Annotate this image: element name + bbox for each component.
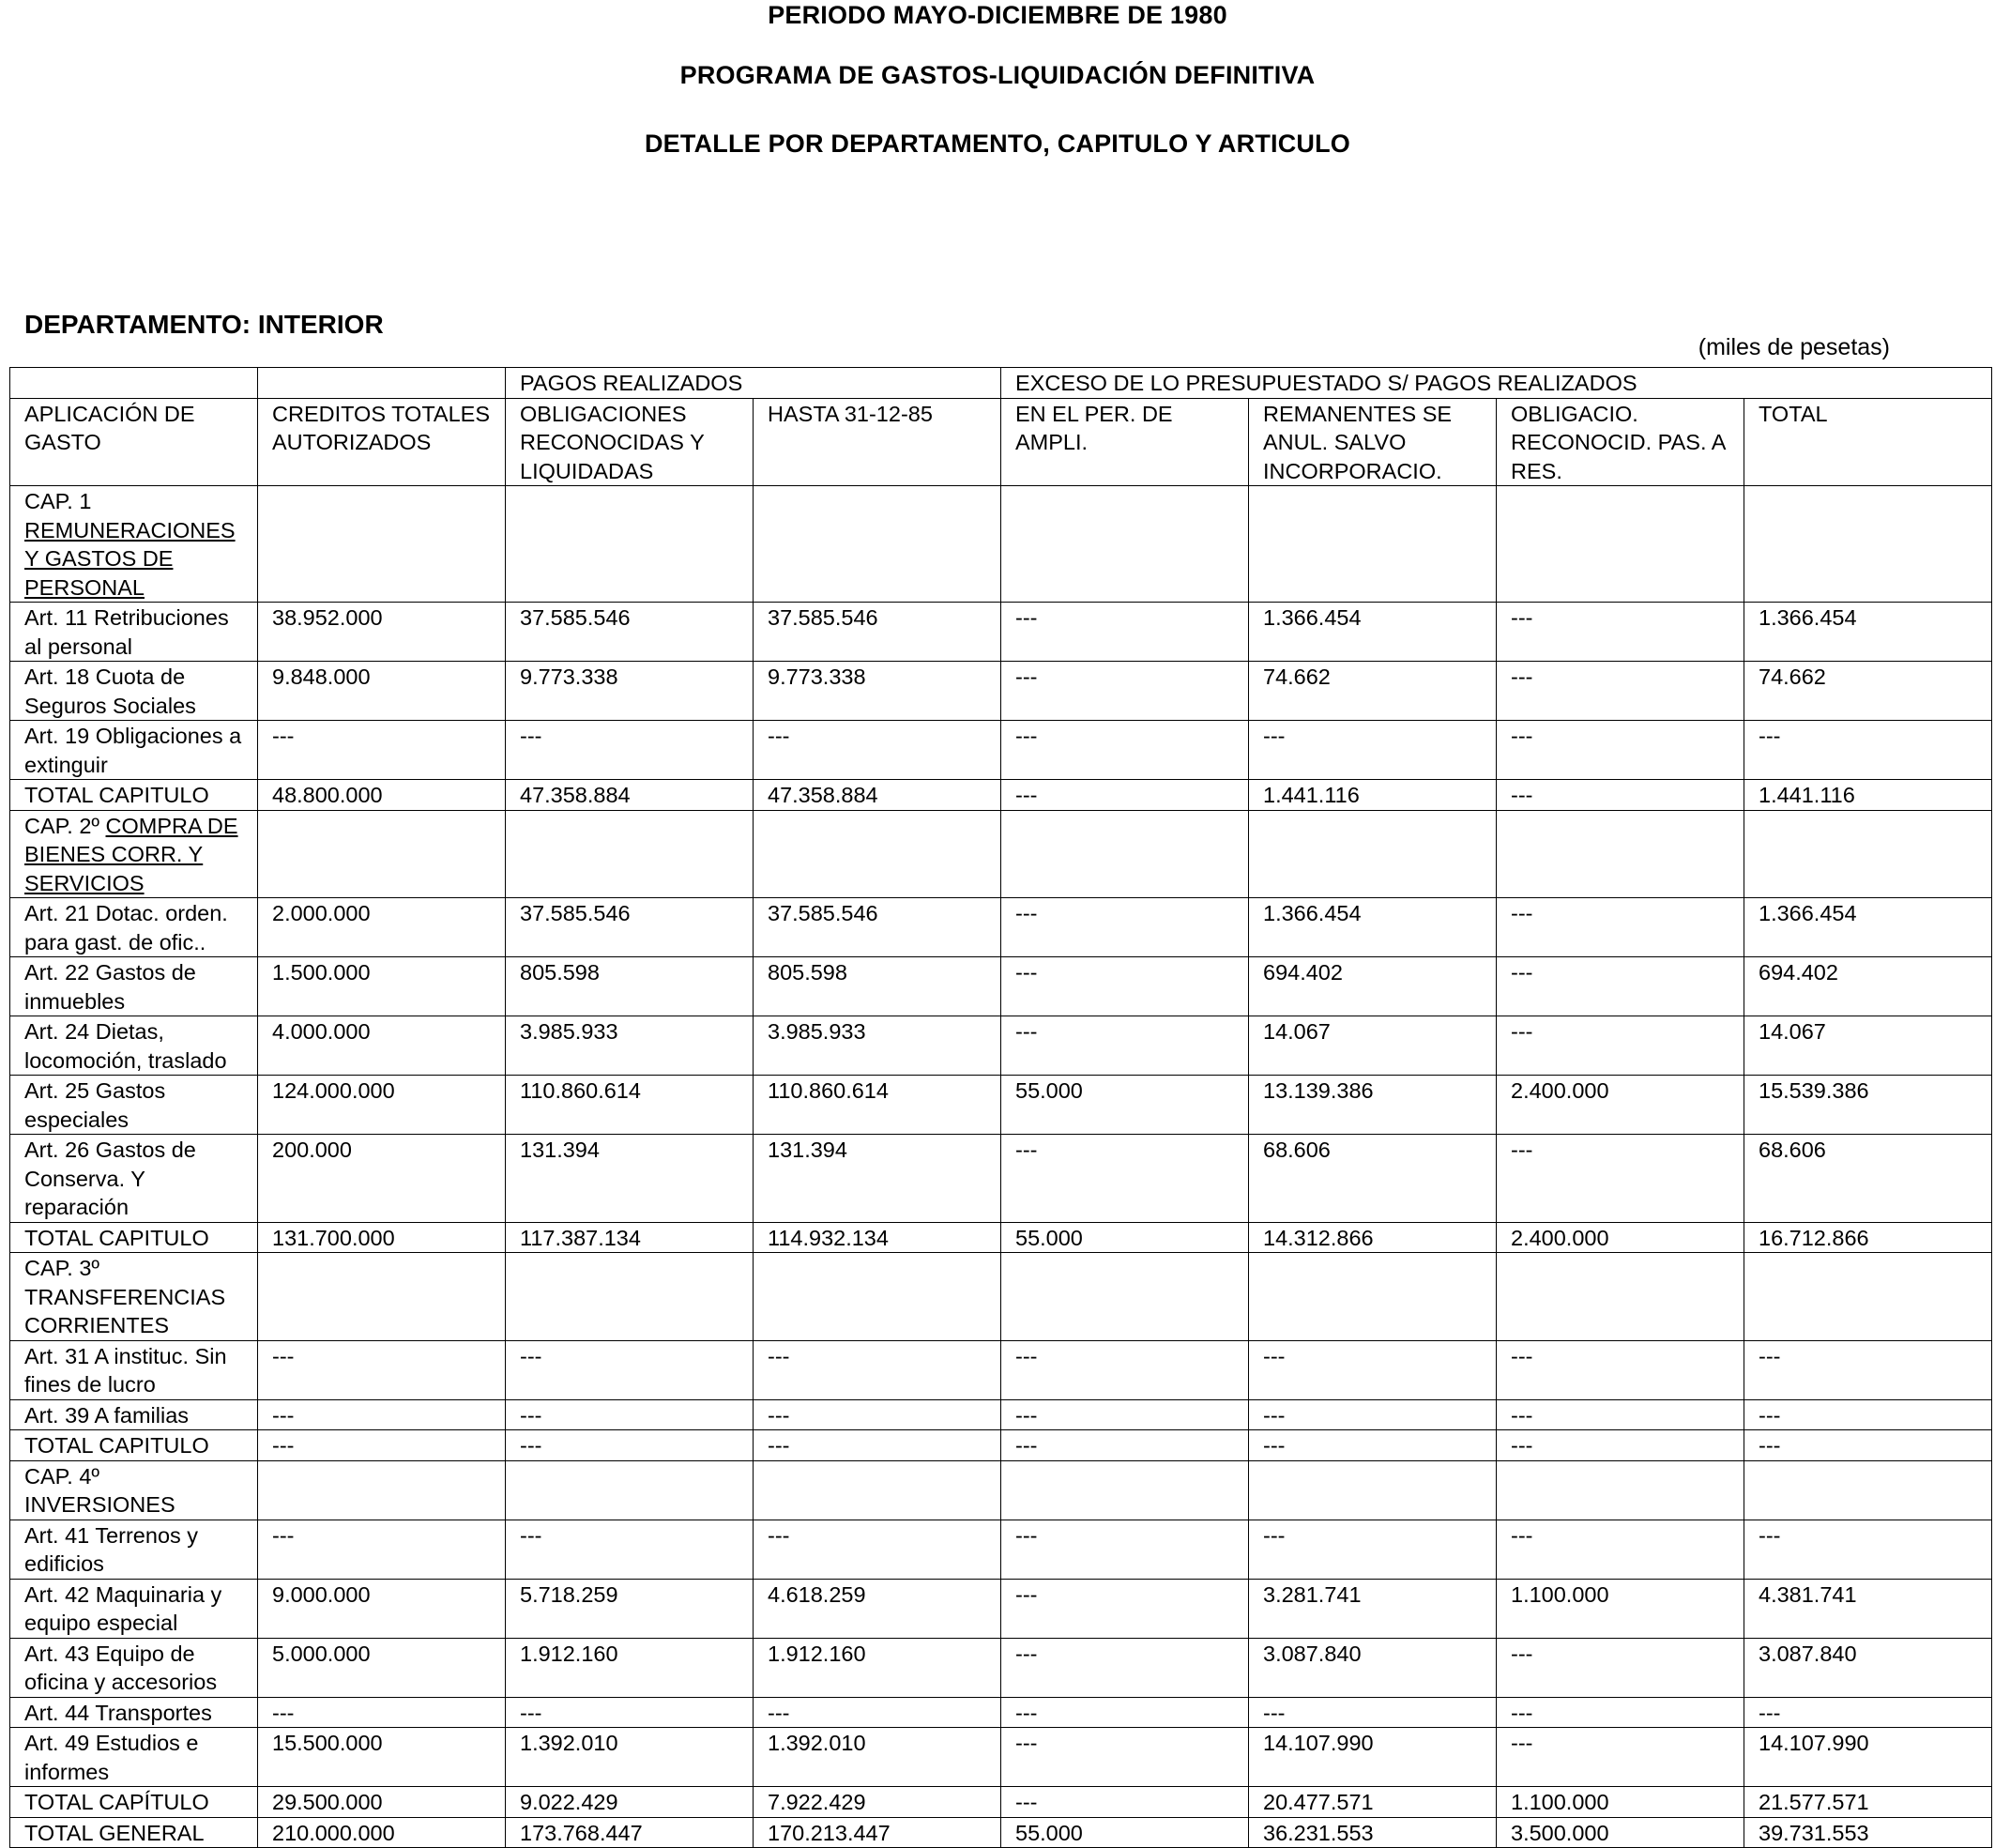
table-cell: --- (1001, 898, 1249, 957)
table-cell: --- (1497, 1430, 1744, 1461)
table-row (10, 957, 1992, 1016)
budget-table (9, 367, 1992, 1848)
table-cell: 55.000 (1001, 1222, 1249, 1253)
table-row (10, 898, 1992, 957)
chapter-prefix: CAP. 2º (24, 813, 106, 838)
table-cell (1497, 1253, 1744, 1341)
table-cell: --- (754, 1520, 1001, 1579)
table-cell: 37.585.546 (506, 898, 754, 957)
table-cell (258, 486, 506, 603)
column-header: APLICACIÓN DE GASTO (10, 398, 258, 486)
table-cell (1001, 1253, 1249, 1341)
table-row (10, 1076, 1992, 1135)
table-cell: --- (1497, 1016, 1744, 1076)
table-cell (1249, 1460, 1497, 1520)
table-cell: --- (1001, 1728, 1249, 1787)
row-label: Art. 11 Retribuciones al personal (10, 603, 258, 662)
table-row (10, 721, 1992, 780)
table-cell (754, 1253, 1001, 1341)
chapter-label (10, 486, 258, 603)
table-cell: --- (258, 1520, 506, 1579)
table-cell: --- (1249, 1697, 1497, 1728)
table-cell: 170.213.447 (754, 1817, 1001, 1848)
table-cell: 3.985.933 (754, 1016, 1001, 1076)
chapter-title: REMUNERACIONES Y GASTOS DE PERSONAL (24, 517, 236, 600)
row-label: Art. 49 Estudios e informes (10, 1728, 258, 1787)
row-label: TOTAL GENERAL (10, 1817, 258, 1848)
table-row (10, 1430, 1992, 1461)
table-cell: 117.387.134 (506, 1222, 754, 1253)
table-cell: 37.585.546 (506, 603, 754, 662)
table-cell (1249, 810, 1497, 898)
row-label: TOTAL CAPITULO (10, 1430, 258, 1461)
table-cell: 3.985.933 (506, 1016, 754, 1076)
column-header: REMANENTES SE ANUL. SALVO INCORPORACIO. (1249, 398, 1497, 486)
table-row (10, 1520, 1992, 1579)
table-cell: 47.358.884 (754, 780, 1001, 811)
chapter-label (10, 1460, 258, 1520)
table-cell: --- (1001, 1399, 1249, 1430)
table-cell: 37.585.546 (754, 603, 1001, 662)
table-cell: --- (1001, 1430, 1249, 1461)
table-cell: 4.618.259 (754, 1579, 1001, 1638)
table-cell: --- (1497, 603, 1744, 662)
row-label: Art. 39 A familias (10, 1399, 258, 1430)
table-cell: 20.477.571 (1249, 1787, 1497, 1818)
table-cell (754, 810, 1001, 898)
column-header: HASTA 31-12-85 (754, 398, 1001, 486)
table-cell: --- (258, 1697, 506, 1728)
table-cell: 38.952.000 (258, 603, 506, 662)
table-cell: 14.107.990 (1744, 1728, 1992, 1787)
chapter-row (10, 810, 1992, 898)
table-cell: --- (258, 1430, 506, 1461)
row-label: Art. 41 Terrenos y edificios (10, 1520, 258, 1579)
table-cell: --- (1001, 603, 1249, 662)
chapter-label (10, 1253, 258, 1341)
table-cell: --- (1001, 780, 1249, 811)
table-cell (506, 486, 754, 603)
row-label: Art. 26 Gastos de Conserva. Y reparación (10, 1135, 258, 1223)
table-cell: 1.366.454 (1249, 898, 1497, 957)
table-cell (1744, 810, 1992, 898)
table-cell: --- (1001, 1135, 1249, 1223)
row-label: Art. 22 Gastos de inmuebles (10, 957, 258, 1016)
table-cell (1744, 486, 1992, 603)
table-cell: 55.000 (1001, 1076, 1249, 1135)
table-cell: 14.312.866 (1249, 1222, 1497, 1253)
table-cell: 48.800.000 (258, 780, 506, 811)
row-label: Art. 31 A instituc. Sin fines de lucro (10, 1340, 258, 1399)
column-header: EN EL PER. DE AMPLI. (1001, 398, 1249, 486)
table-cell: 694.402 (1744, 957, 1992, 1016)
table-cell: --- (1744, 1430, 1992, 1461)
table-cell: 9.000.000 (258, 1579, 506, 1638)
table-cell: 3.281.741 (1249, 1579, 1497, 1638)
row-label: Art. 18 Cuota de Seguros Sociales (10, 662, 258, 721)
column-header: TOTAL (1744, 398, 1992, 486)
chapter-prefix: CAP. 1 (24, 489, 92, 513)
table-cell: 1.100.000 (1497, 1787, 1744, 1818)
table-cell: 1.366.454 (1744, 898, 1992, 957)
table-cell: --- (1497, 662, 1744, 721)
unit-note: (miles de pesetas) (1698, 334, 1890, 360)
table-cell: 1.912.160 (754, 1638, 1001, 1697)
table-cell: 1.392.010 (754, 1728, 1001, 1787)
table-cell: 9.022.429 (506, 1787, 754, 1818)
table-cell (1497, 1460, 1744, 1520)
table-cell: 1.500.000 (258, 957, 506, 1016)
chapter-label (10, 810, 258, 898)
table-row (10, 1222, 1992, 1253)
table-cell: 29.500.000 (258, 1787, 506, 1818)
row-label: Art. 21 Dotac. orden. para gast. de ofic.. (10, 898, 258, 957)
table-row (10, 1399, 1992, 1430)
group-header-exceso: EXCESO DE LO PRESUPUESTADO S/ PAGOS REALIZADOS (1001, 368, 1992, 399)
table-cell: 1.912.160 (506, 1638, 754, 1697)
row-label: Art. 24 Dietas, locomoción, traslado (10, 1016, 258, 1076)
table-cell: 47.358.884 (506, 780, 754, 811)
table-cell: --- (1001, 662, 1249, 721)
table-cell: 3.500.000 (1497, 1817, 1744, 1848)
table-cell: 9.773.338 (506, 662, 754, 721)
table-cell: --- (1249, 1430, 1497, 1461)
table-row (10, 780, 1992, 811)
row-label: TOTAL CAPÍTULO (10, 1787, 258, 1818)
column-header: OBLIGACIONES RECONOCIDAS Y LIQUIDADAS (506, 398, 754, 486)
table-cell: 131.394 (754, 1135, 1001, 1223)
table-cell: 36.231.553 (1249, 1817, 1497, 1848)
table-row (10, 1579, 1992, 1638)
table-cell: --- (258, 1340, 506, 1399)
table-cell: 3.087.840 (1744, 1638, 1992, 1697)
table-cell: 15.539.386 (1744, 1076, 1992, 1135)
table-cell: 805.598 (754, 957, 1001, 1016)
table-cell: --- (1497, 1697, 1744, 1728)
table-cell: 74.662 (1249, 662, 1497, 721)
group-header-row (10, 368, 1992, 399)
table-cell: 68.606 (1249, 1135, 1497, 1223)
table-cell (506, 1460, 754, 1520)
table-cell: --- (1001, 1579, 1249, 1638)
table-cell: --- (1497, 1638, 1744, 1697)
table-cell (1497, 810, 1744, 898)
column-header: CREDITOS TOTALES AUTORIZADOS (258, 398, 506, 486)
table-cell: 14.067 (1249, 1016, 1497, 1076)
table-cell: 21.577.571 (1744, 1787, 1992, 1818)
report-program-title: PROGRAMA DE GASTOS-LIQUIDACIÓN DEFINITIVA (679, 61, 1316, 89)
chapter-title: TRANSFERENCIAS CORRIENTES (24, 1284, 226, 1337)
table-cell: 68.606 (1744, 1135, 1992, 1223)
table-cell: --- (1249, 1399, 1497, 1430)
table-cell: 1.441.116 (1744, 780, 1992, 811)
row-label: TOTAL CAPITULO (10, 1222, 258, 1253)
table-cell: --- (1744, 1520, 1992, 1579)
table-cell (258, 810, 506, 898)
table-cell (258, 1460, 506, 1520)
table-cell: --- (506, 1430, 754, 1461)
row-label: Art. 42 Maquinaria y equipo especial (10, 1579, 258, 1638)
table-cell: 2.000.000 (258, 898, 506, 957)
table-cell: --- (506, 721, 754, 780)
table-cell: --- (506, 1340, 754, 1399)
report-detail-title: DETALLE POR DEPARTAMENTO, CAPITULO Y ARTICULO (644, 130, 1350, 158)
table-row (10, 1016, 1992, 1076)
table-cell: --- (1497, 898, 1744, 957)
table-row (10, 1728, 1992, 1787)
table-row (10, 1135, 1992, 1223)
table-cell: 9.773.338 (754, 662, 1001, 721)
table-cell: 114.932.134 (754, 1222, 1001, 1253)
table-cell: --- (1001, 721, 1249, 780)
table-cell: --- (1001, 1340, 1249, 1399)
table-cell: 7.922.429 (754, 1787, 1001, 1818)
table-cell: --- (1744, 721, 1992, 780)
table-cell: 110.860.614 (754, 1076, 1001, 1135)
table-cell: --- (754, 1430, 1001, 1461)
table-cell: 110.860.614 (506, 1076, 754, 1135)
table-cell (1001, 810, 1249, 898)
row-label: Art. 43 Equipo de oficina y accesorios (10, 1638, 258, 1697)
chapter-title: INVERSIONES (24, 1492, 175, 1517)
table-cell: --- (506, 1520, 754, 1579)
table-cell: 131.394 (506, 1135, 754, 1223)
table-cell: 200.000 (258, 1135, 506, 1223)
table-cell: 14.067 (1744, 1016, 1992, 1076)
table-cell: --- (506, 1399, 754, 1430)
table-cell: --- (1001, 957, 1249, 1016)
table-cell: --- (754, 1340, 1001, 1399)
table-cell: 210.000.000 (258, 1817, 506, 1848)
table-cell: 37.585.546 (754, 898, 1001, 957)
table-cell: --- (1001, 1697, 1249, 1728)
chapter-row (10, 1253, 1992, 1341)
chapter-prefix: CAP. 4º (24, 1463, 100, 1489)
group-header-pagos: PAGOS REALIZADOS (506, 368, 1001, 399)
table-row (10, 1697, 1992, 1728)
department-heading: DEPARTAMENTO: INTERIOR (24, 310, 384, 339)
chapter-row (10, 486, 1992, 603)
table-cell: --- (1497, 1135, 1744, 1223)
row-label: Art. 25 Gastos especiales (10, 1076, 258, 1135)
table-cell: --- (1249, 721, 1497, 780)
table-cell: --- (1744, 1399, 1992, 1430)
table-cell: 16.712.866 (1744, 1222, 1992, 1253)
table-cell: --- (1001, 1016, 1249, 1076)
column-header: OBLIGACIO. RECONOCID. PAS. A RES. (1497, 398, 1744, 486)
table-cell: 15.500.000 (258, 1728, 506, 1787)
table-cell: 173.768.447 (506, 1817, 754, 1848)
chapter-title: COMPRA DE BIENES CORR. Y SERVICIOS (24, 813, 238, 895)
table-row (10, 1787, 1992, 1818)
table-cell: 5.000.000 (258, 1638, 506, 1697)
table-cell (506, 1253, 754, 1341)
table-cell: --- (1497, 721, 1744, 780)
table-cell: --- (1001, 1787, 1249, 1818)
table-row (10, 603, 1992, 662)
table-cell: --- (1001, 1520, 1249, 1579)
table-cell: 55.000 (1001, 1817, 1249, 1848)
table-cell: 13.139.386 (1249, 1076, 1497, 1135)
table-cell (754, 1460, 1001, 1520)
table-cell: 74.662 (1744, 662, 1992, 721)
column-header-row (10, 398, 1992, 486)
table-cell (1497, 486, 1744, 603)
table-cell: --- (1744, 1697, 1992, 1728)
table-row (10, 662, 1992, 721)
table-cell: 2.400.000 (1497, 1222, 1744, 1253)
row-label: TOTAL CAPITULO (10, 780, 258, 811)
table-cell (1001, 1460, 1249, 1520)
table-row (10, 1638, 1992, 1697)
table-cell: 4.000.000 (258, 1016, 506, 1076)
table-cell (1249, 1253, 1497, 1341)
table-cell: 1.392.010 (506, 1728, 754, 1787)
table-cell: --- (1249, 1340, 1497, 1399)
chapter-row (10, 1460, 1992, 1520)
group-header-empty (258, 368, 506, 399)
table-cell: 1.366.454 (1744, 603, 1992, 662)
table-cell: --- (754, 1399, 1001, 1430)
table-cell: 805.598 (506, 957, 754, 1016)
table-cell: --- (754, 721, 1001, 780)
table-cell: --- (1497, 1728, 1744, 1787)
row-label: Art. 44 Transportes (10, 1697, 258, 1728)
table-cell: --- (506, 1697, 754, 1728)
table-cell (754, 486, 1001, 603)
table-row (10, 1817, 1992, 1848)
table-cell (258, 1253, 506, 1341)
table-cell: 124.000.000 (258, 1076, 506, 1135)
table-cell: 5.718.259 (506, 1579, 754, 1638)
table-cell: 2.400.000 (1497, 1076, 1744, 1135)
table-cell: --- (1497, 957, 1744, 1016)
table-cell: 131.700.000 (258, 1222, 506, 1253)
group-header-empty (10, 368, 258, 399)
table-cell: --- (754, 1697, 1001, 1728)
table-cell: --- (258, 1399, 506, 1430)
table-cell: 3.087.840 (1249, 1638, 1497, 1697)
table-cell: --- (1001, 1638, 1249, 1697)
table-cell: --- (258, 721, 506, 780)
table-cell: 1.441.116 (1249, 780, 1497, 811)
table-cell: --- (1497, 1399, 1744, 1430)
table-cell (1249, 486, 1497, 603)
table-cell: --- (1497, 1340, 1744, 1399)
table-cell: 1.366.454 (1249, 603, 1497, 662)
table-cell (1744, 1460, 1992, 1520)
table-body (10, 486, 1992, 1848)
table-cell: 14.107.990 (1249, 1728, 1497, 1787)
table-cell: --- (1497, 780, 1744, 811)
table-cell: 694.402 (1249, 957, 1497, 1016)
chapter-prefix: CAP. 3º (24, 1256, 100, 1280)
table-row (10, 1340, 1992, 1399)
table-cell: --- (1249, 1520, 1497, 1579)
table-cell (1001, 486, 1249, 603)
table-cell: --- (1497, 1520, 1744, 1579)
table-cell (1744, 1253, 1992, 1341)
table-cell: 9.848.000 (258, 662, 506, 721)
table-cell: --- (1744, 1340, 1992, 1399)
table-cell (506, 810, 754, 898)
table-cell: 1.100.000 (1497, 1579, 1744, 1638)
table-cell: 39.731.553 (1744, 1817, 1992, 1848)
report-period-title: PERIODO MAYO-DICIEMBRE DE 1980 (768, 1, 1227, 29)
table-cell: 4.381.741 (1744, 1579, 1992, 1638)
row-label: Art. 19 Obligaciones a extinguir (10, 721, 258, 780)
